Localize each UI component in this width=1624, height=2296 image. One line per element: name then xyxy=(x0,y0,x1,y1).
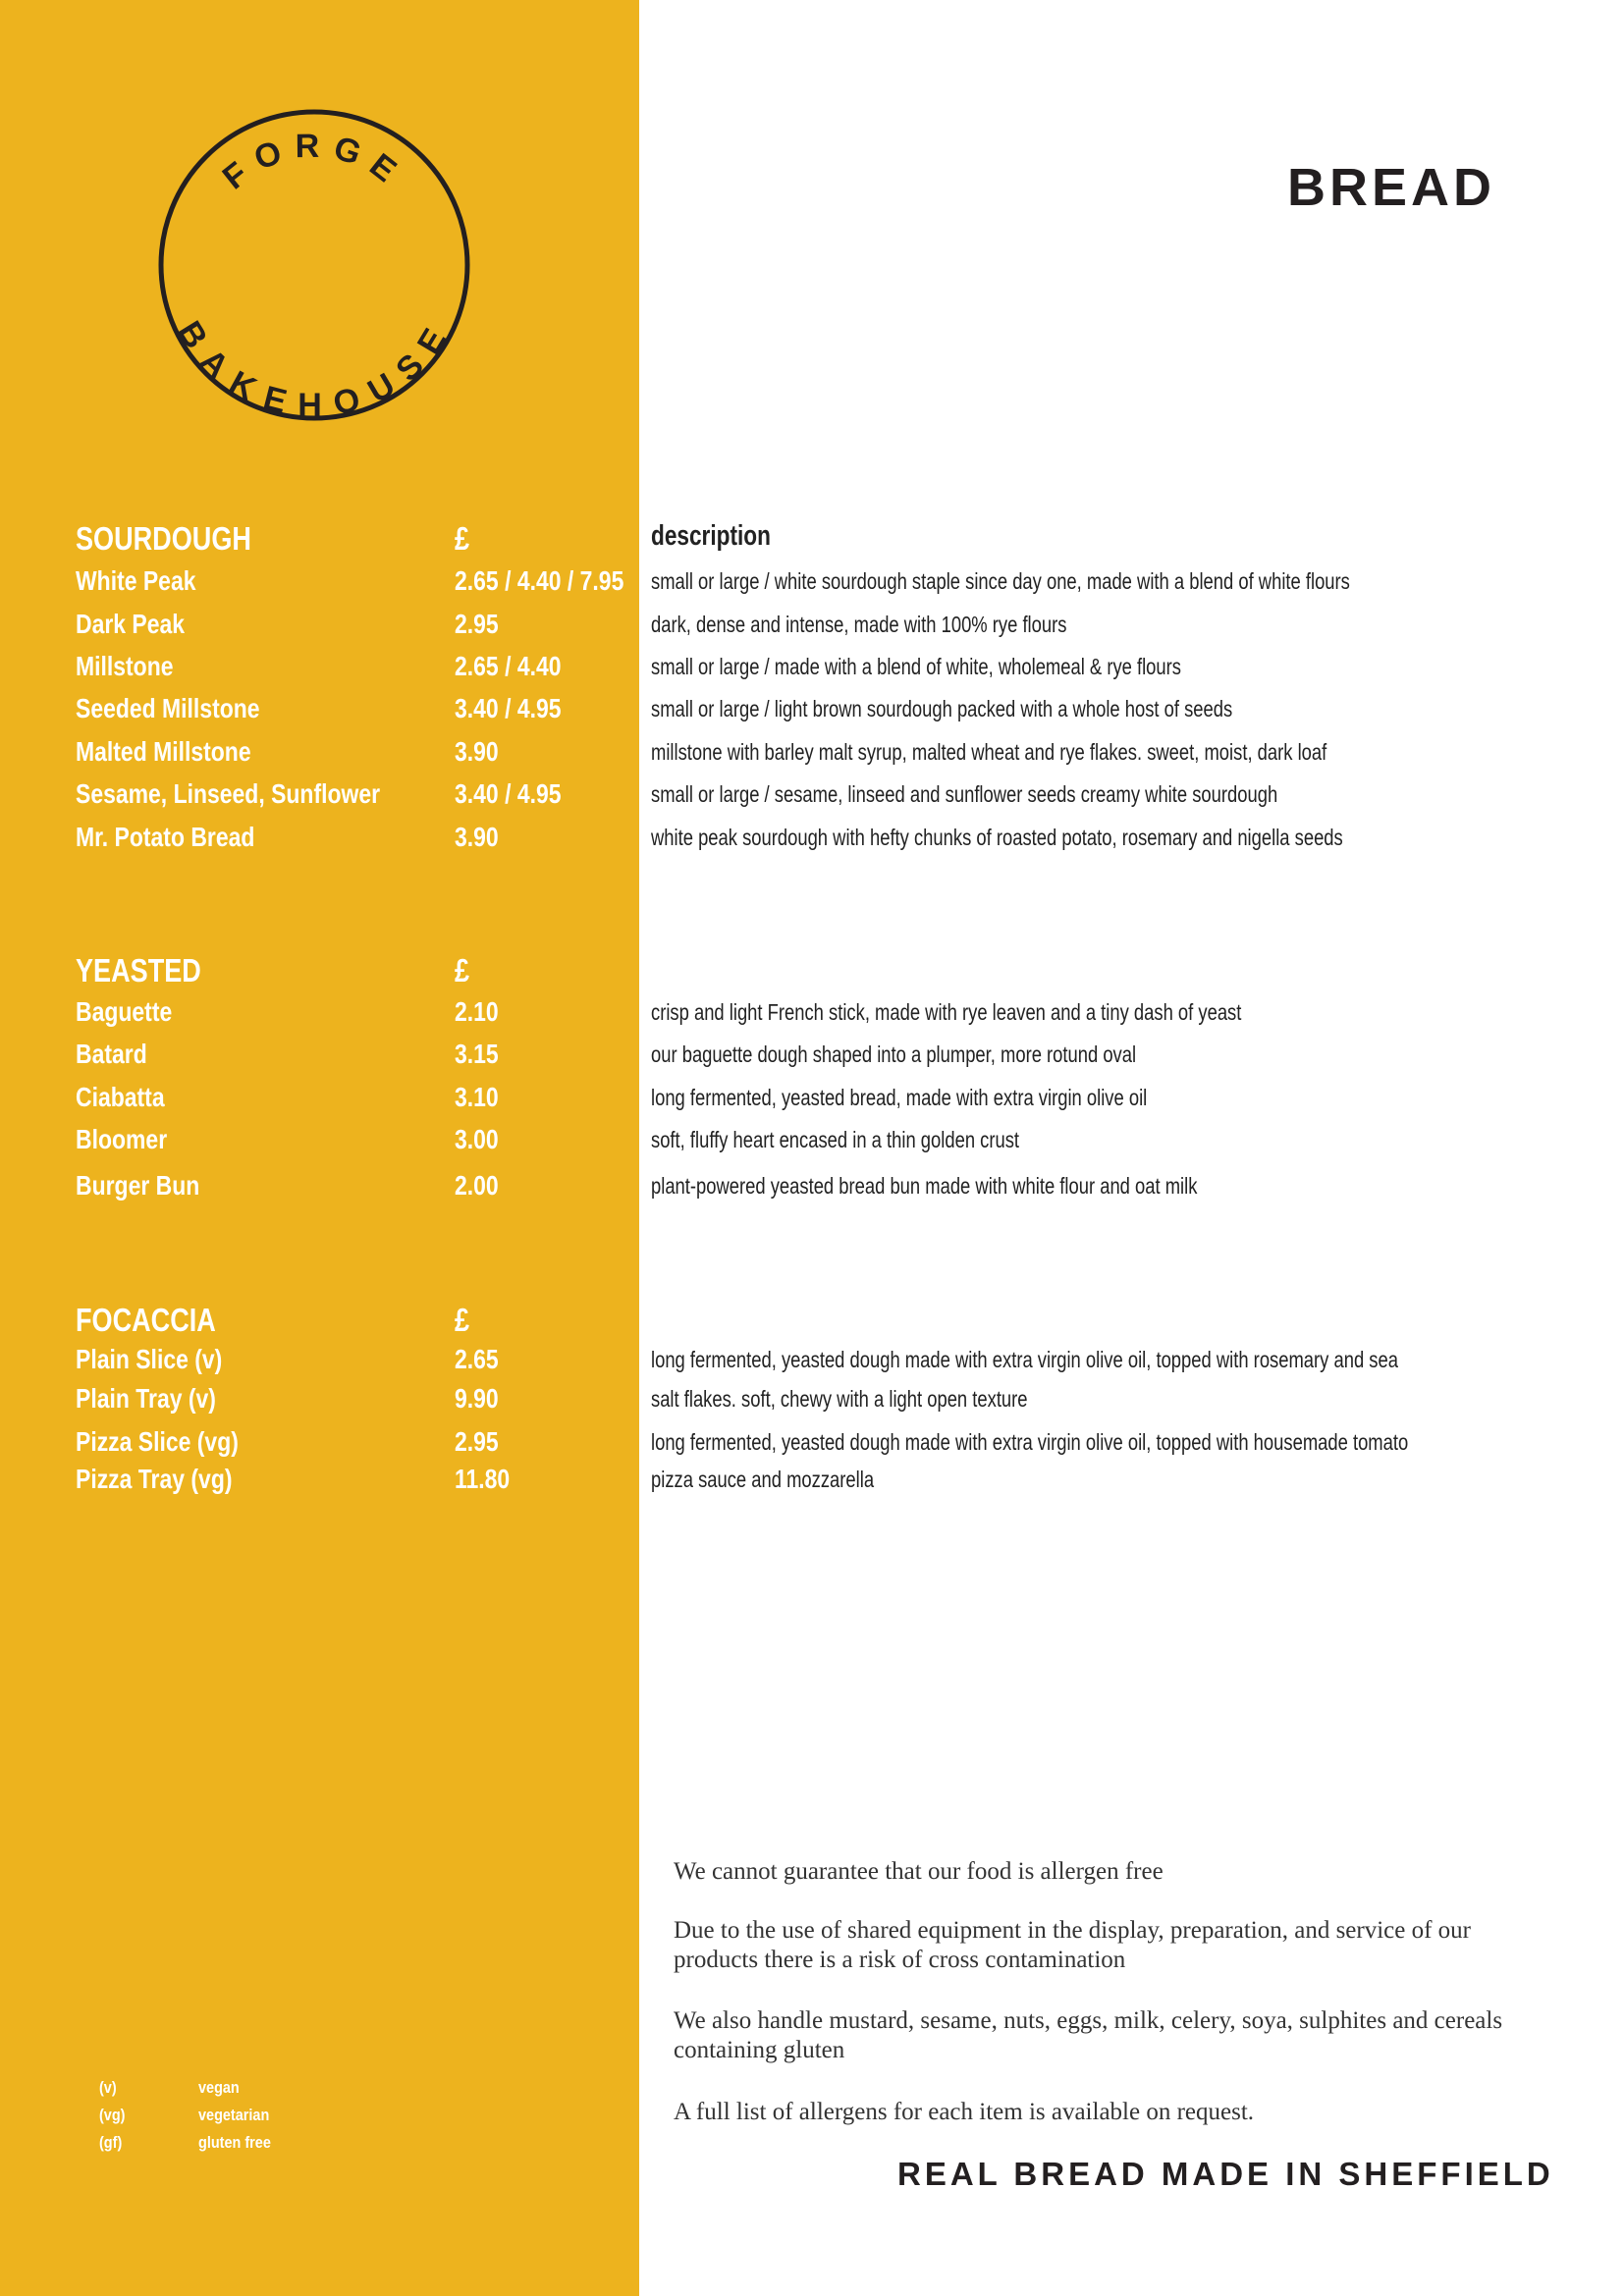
page-title: BREAD xyxy=(1287,158,1496,217)
item-description: soft, fluffy heart encased in a thin golden crust xyxy=(651,1127,1020,1152)
item-name: Burger Bun xyxy=(76,1170,200,1201)
forge-bakehouse-logo xyxy=(147,98,481,432)
item-price: 2.65 / 4.40 xyxy=(455,651,562,681)
item-description: small or large / made with a blend of white, wholemeal & rye flours xyxy=(651,654,1181,679)
item-description: long fermented, yeasted bread, made with extra virgin olive oil xyxy=(651,1085,1148,1110)
logo-bottom-text: BAKEHOUSE xyxy=(170,314,459,425)
item-description: long fermented, yeasted dough made with extra virgin olive oil, topped with housemade tomato xyxy=(651,1429,1409,1455)
legend-code: (vg) xyxy=(99,2106,126,2124)
item-description: small or large / sesame, linseed and sunflower seeds creamy white sourdough xyxy=(651,781,1278,807)
legend-code: (v) xyxy=(99,2078,117,2097)
item-price: 2.10 xyxy=(455,996,499,1027)
item-price: 3.00 xyxy=(455,1124,499,1154)
item-description: our baguette dough shaped into a plumper, more rotund oval xyxy=(651,1041,1137,1067)
item-price: 3.90 xyxy=(455,822,499,852)
item-description: dark, dense and intense, made with 100% rye flours xyxy=(651,612,1067,637)
item-price: 2.95 xyxy=(455,609,499,639)
currency-header: £ xyxy=(455,1302,470,1338)
item-price: 2.00 xyxy=(455,1170,499,1201)
svg-text:FORGE xyxy=(216,128,412,197)
item-name: Batard xyxy=(76,1039,147,1069)
item-price: 2.95 xyxy=(455,1426,499,1457)
item-price: 9.90 xyxy=(455,1383,499,1414)
item-name: White Peak xyxy=(76,565,196,596)
item-price: 2.65 xyxy=(455,1344,499,1374)
legend-label: vegan xyxy=(198,2078,240,2097)
allergen-note-4: A full list of allergens for each item is available on request. xyxy=(674,2099,1255,2125)
item-price: 3.40 / 4.95 xyxy=(455,778,562,809)
section-heading: YEASTED xyxy=(76,952,201,988)
item-name: Ciabatta xyxy=(76,1082,165,1112)
legend-code: (gf) xyxy=(99,2133,123,2152)
footer-tagline: REAL BREAD MADE IN SHEFFIELD xyxy=(897,2156,1554,2192)
item-name: Malted Millstone xyxy=(76,736,251,767)
allergen-note-3: We also handle mustard, sesame, nuts, eggs, milk, celery, soya, sulphites and cereals containing gluten xyxy=(674,2007,1503,2063)
item-description: plant-powered yeasted bread bun made with white flour and oat milk xyxy=(651,1173,1198,1199)
legend-label: gluten free xyxy=(198,2133,271,2152)
item-description: white peak sourdough with hefty chunks of roasted potato, rosemary and nigella seeds xyxy=(651,825,1343,850)
item-name: Plain Tray (v) xyxy=(76,1383,216,1414)
item-name: Seeded Millstone xyxy=(76,693,260,723)
item-price: 2.65 / 4.40 / 7.95 xyxy=(455,565,624,596)
item-description: salt flakes. soft, chewy with a light open texture xyxy=(651,1386,1028,1412)
item-description: small or large / light brown sourdough packed with a whole host of seeds xyxy=(651,696,1233,721)
item-name: Plain Slice (v) xyxy=(76,1344,223,1374)
item-description: small or large / white sourdough staple since day one, made with a blend of white flours xyxy=(651,568,1350,594)
item-description: pizza sauce and mozzarella xyxy=(651,1467,875,1492)
svg-text:BAKEHOUSE xyxy=(170,315,459,424)
item-price: 3.40 / 4.95 xyxy=(455,693,562,723)
item-name: Bloomer xyxy=(76,1124,168,1154)
currency-header: £ xyxy=(455,952,470,988)
item-description: millstone with barley malt syrup, malted wheat and rye flakes. sweet, moist, dark loaf xyxy=(651,739,1327,765)
item-price: 3.15 xyxy=(455,1039,499,1069)
legend-label: vegetarian xyxy=(198,2106,270,2124)
item-description: long fermented, yeasted dough made with extra virgin olive oil, topped with rosemary and sea xyxy=(651,1347,1398,1372)
item-name: Dark Peak xyxy=(76,609,186,639)
logo-top-text: FORGE xyxy=(215,127,413,197)
currency-header: £ xyxy=(455,520,470,557)
item-name: Pizza Tray (vg) xyxy=(76,1464,233,1494)
item-name: Baguette xyxy=(76,996,173,1027)
item-price: 11.80 xyxy=(455,1464,511,1494)
description-header: description xyxy=(651,520,771,552)
section-heading: SOURDOUGH xyxy=(76,520,251,557)
allergen-note-2: Due to the use of shared equipment in the display, preparation, and service of our products there is a risk of cross contamination xyxy=(674,1917,1472,1973)
section-heading: FOCACCIA xyxy=(76,1302,216,1338)
item-description: crisp and light French stick, made with rye leaven and a tiny dash of yeast xyxy=(651,999,1242,1025)
item-name: Millstone xyxy=(76,651,174,681)
item-name: Mr. Potato Bread xyxy=(76,822,255,852)
item-name: Pizza Slice (vg) xyxy=(76,1426,239,1457)
item-price: 3.10 xyxy=(455,1082,499,1112)
allergen-note-1: We cannot guarantee that our food is allergen free xyxy=(674,1858,1164,1885)
item-name: Sesame, Linseed, Sunflower xyxy=(76,778,381,809)
item-price: 3.90 xyxy=(455,736,499,767)
